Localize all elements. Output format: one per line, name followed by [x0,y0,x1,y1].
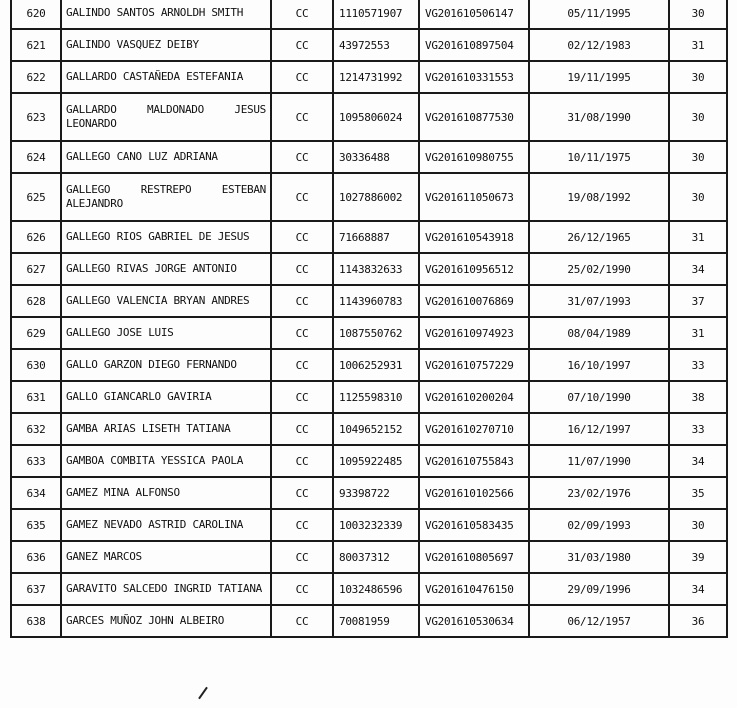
document-type-cell: CC [271,173,333,221]
registration-code-cell: VG201610583435 [419,509,529,541]
row-number-cell: 637 [11,573,61,605]
age-cell: 30 [669,509,727,541]
table-row [11,93,727,141]
row-number-cell: 625 [11,173,61,221]
full-name-cell: GALINDO SANTOS ARNOLDH SMITH [61,0,271,29]
full-name-cell: GALLO GARZON DIEGO FERNANDO [61,349,271,381]
birth-date-cell: 02/12/1983 [529,29,669,61]
id-number-cell: 1110571907 [333,0,419,29]
registration-code-cell: VG201610331553 [419,61,529,93]
id-number-cell: 1214731992 [333,61,419,93]
age-cell: 31 [669,317,727,349]
row-number-cell: 621 [11,29,61,61]
age-cell: 30 [669,93,727,141]
full-name-cell: GALLEGO VALENCIA BRYAN ANDRES [61,285,271,317]
full-name-cell: GALINDO VASQUEZ DEIBY [61,29,271,61]
table-row [11,221,727,253]
row-number-cell: 629 [11,317,61,349]
registration-code-cell: VG201610102566 [419,477,529,509]
full-name-cell: GALLARDO CASTAÑEDA ESTEFANIA [61,61,271,93]
row-number-cell: 631 [11,381,61,413]
registration-code-cell: VG201610076869 [419,285,529,317]
table-row [11,317,727,349]
row-number-cell: 638 [11,605,61,637]
id-number-cell: 70081959 [333,605,419,637]
age-cell: 31 [669,221,727,253]
birth-date-cell: 07/10/1990 [529,381,669,413]
age-cell: 39 [669,541,727,573]
age-cell: 33 [669,413,727,445]
table-row [11,253,727,285]
document-type-cell: CC [271,317,333,349]
row-number-cell: 632 [11,413,61,445]
birth-date-cell: 31/03/1980 [529,541,669,573]
table-row [11,61,727,93]
full-name-cell: GALLEGO RIVAS JORGE ANTONIO [61,253,271,285]
id-number-cell: 1049652152 [333,413,419,445]
birth-date-cell: 06/12/1957 [529,605,669,637]
age-cell: 38 [669,381,727,413]
document-type-cell: CC [271,349,333,381]
age-cell: 30 [669,61,727,93]
full-name-cell: GAMBOA COMBITA YESSICA PAOLA [61,445,271,477]
table-row [11,381,727,413]
full-name-cell: GALLARDO MALDONADO JESUS LEONARDO [61,93,271,141]
age-cell: 30 [669,173,727,221]
document-type-cell: CC [271,29,333,61]
row-number-cell: 636 [11,541,61,573]
birth-date-cell: 08/04/1989 [529,317,669,349]
registration-code-cell: VG201610543918 [419,221,529,253]
row-number-cell: 633 [11,445,61,477]
birth-date-cell: 31/07/1993 [529,285,669,317]
table-row [11,573,727,605]
birth-date-cell: 19/08/1992 [529,173,669,221]
birth-date-cell: 29/09/1996 [529,573,669,605]
table-row [11,29,727,61]
birth-date-cell: 26/12/1965 [529,221,669,253]
id-number-cell: 1032486596 [333,573,419,605]
age-cell: 30 [669,0,727,29]
row-number-cell: 626 [11,221,61,253]
full-name-cell: GALLEGO RESTREPO ESTEBAN ALEJANDRO [61,173,271,221]
full-name-cell: GARCES MUÑOZ JOHN ALBEIRO [61,605,271,637]
full-name-cell: GALLO GIANCARLO GAVIRIA [61,381,271,413]
id-number-cell: 30336488 [333,141,419,173]
table-row [11,541,727,573]
document-type-cell: CC [271,445,333,477]
table-row [11,0,727,29]
row-number-cell: 620 [11,0,61,29]
table-row [11,285,727,317]
table-row [11,445,727,477]
registration-code-cell: VG201610757229 [419,349,529,381]
age-cell: 31 [669,29,727,61]
birth-date-cell: 11/07/1990 [529,445,669,477]
id-number-cell: 1003232339 [333,509,419,541]
table-row [11,349,727,381]
registration-code-cell: VG201610980755 [419,141,529,173]
age-cell: 34 [669,445,727,477]
document-type-cell: CC [271,141,333,173]
age-cell: 33 [669,349,727,381]
registration-code-cell: VG201610956512 [419,253,529,285]
roster-body [11,0,727,637]
row-number-cell: 624 [11,141,61,173]
id-number-cell: 1087550762 [333,317,419,349]
document-type-cell: CC [271,381,333,413]
age-cell: 30 [669,141,727,173]
table-row [11,413,727,445]
full-name-cell: GANEZ MARCOS [61,541,271,573]
registration-code-cell: VG201610974923 [419,317,529,349]
birth-date-cell: 23/02/1976 [529,477,669,509]
birth-date-cell: 02/09/1993 [529,509,669,541]
id-number-cell: 1095806024 [333,93,419,141]
row-number-cell: 635 [11,509,61,541]
row-number-cell: 634 [11,477,61,509]
document-type-cell: CC [271,541,333,573]
full-name-cell: GARAVITO SALCEDO INGRID TATIANA [61,573,271,605]
document-type-cell: CC [271,0,333,29]
birth-date-cell: 25/02/1990 [529,253,669,285]
birth-date-cell: 31/08/1990 [529,93,669,141]
birth-date-cell: 16/10/1997 [529,349,669,381]
document-type-cell: CC [271,605,333,637]
document-type-cell: CC [271,253,333,285]
row-number-cell: 628 [11,285,61,317]
age-cell: 34 [669,253,727,285]
age-cell: 35 [669,477,727,509]
full-name-cell: GAMEZ NEVADO ASTRID CAROLINA [61,509,271,541]
table-row [11,509,727,541]
pen-mark [198,687,208,700]
id-number-cell: 1006252931 [333,349,419,381]
row-number-cell: 627 [11,253,61,285]
document-type-cell: CC [271,509,333,541]
birth-date-cell: 10/11/1975 [529,141,669,173]
registration-code-cell: VG201610476150 [419,573,529,605]
id-number-cell: 71668887 [333,221,419,253]
registration-code-cell: VG201610530634 [419,605,529,637]
document-type-cell: CC [271,285,333,317]
table-row [11,605,727,637]
id-number-cell: 1125598310 [333,381,419,413]
registration-code-cell: VG201610200204 [419,381,529,413]
full-name-cell: GALLEGO CANO LUZ ADRIANA [61,141,271,173]
age-cell: 36 [669,605,727,637]
table-row [11,173,727,221]
full-name-cell: GALLEGO RIOS GABRIEL DE JESUS [61,221,271,253]
id-number-cell: 1143832633 [333,253,419,285]
registration-code-cell: VG201610897504 [419,29,529,61]
roster-table [10,0,728,638]
document-type-cell: CC [271,413,333,445]
id-number-cell: 43972553 [333,29,419,61]
full-name-cell: GALLEGO JOSE LUIS [61,317,271,349]
row-number-cell: 630 [11,349,61,381]
registration-code-cell: VG201611050673 [419,173,529,221]
registration-code-cell: VG201610805697 [419,541,529,573]
registration-code-cell: VG201610877530 [419,93,529,141]
age-cell: 34 [669,573,727,605]
id-number-cell: 1027886002 [333,173,419,221]
full-name-cell: GAMBA ARIAS LISETH TATIANA [61,413,271,445]
document-type-cell: CC [271,221,333,253]
birth-date-cell: 19/11/1995 [529,61,669,93]
document-type-cell: CC [271,61,333,93]
full-name-cell: GAMEZ MINA ALFONSO [61,477,271,509]
birth-date-cell: 05/11/1995 [529,0,669,29]
age-cell: 37 [669,285,727,317]
table-row [11,477,727,509]
registration-code-cell: VG201610270710 [419,413,529,445]
document-type-cell: CC [271,93,333,141]
registration-code-cell: VG201610506147 [419,0,529,29]
row-number-cell: 623 [11,93,61,141]
document-type-cell: CC [271,477,333,509]
birth-date-cell: 16/12/1997 [529,413,669,445]
row-number-cell: 622 [11,61,61,93]
id-number-cell: 1143960783 [333,285,419,317]
id-number-cell: 1095922485 [333,445,419,477]
document-type-cell: CC [271,573,333,605]
table-row [11,141,727,173]
id-number-cell: 93398722 [333,477,419,509]
registration-code-cell: VG201610755843 [419,445,529,477]
id-number-cell: 80037312 [333,541,419,573]
